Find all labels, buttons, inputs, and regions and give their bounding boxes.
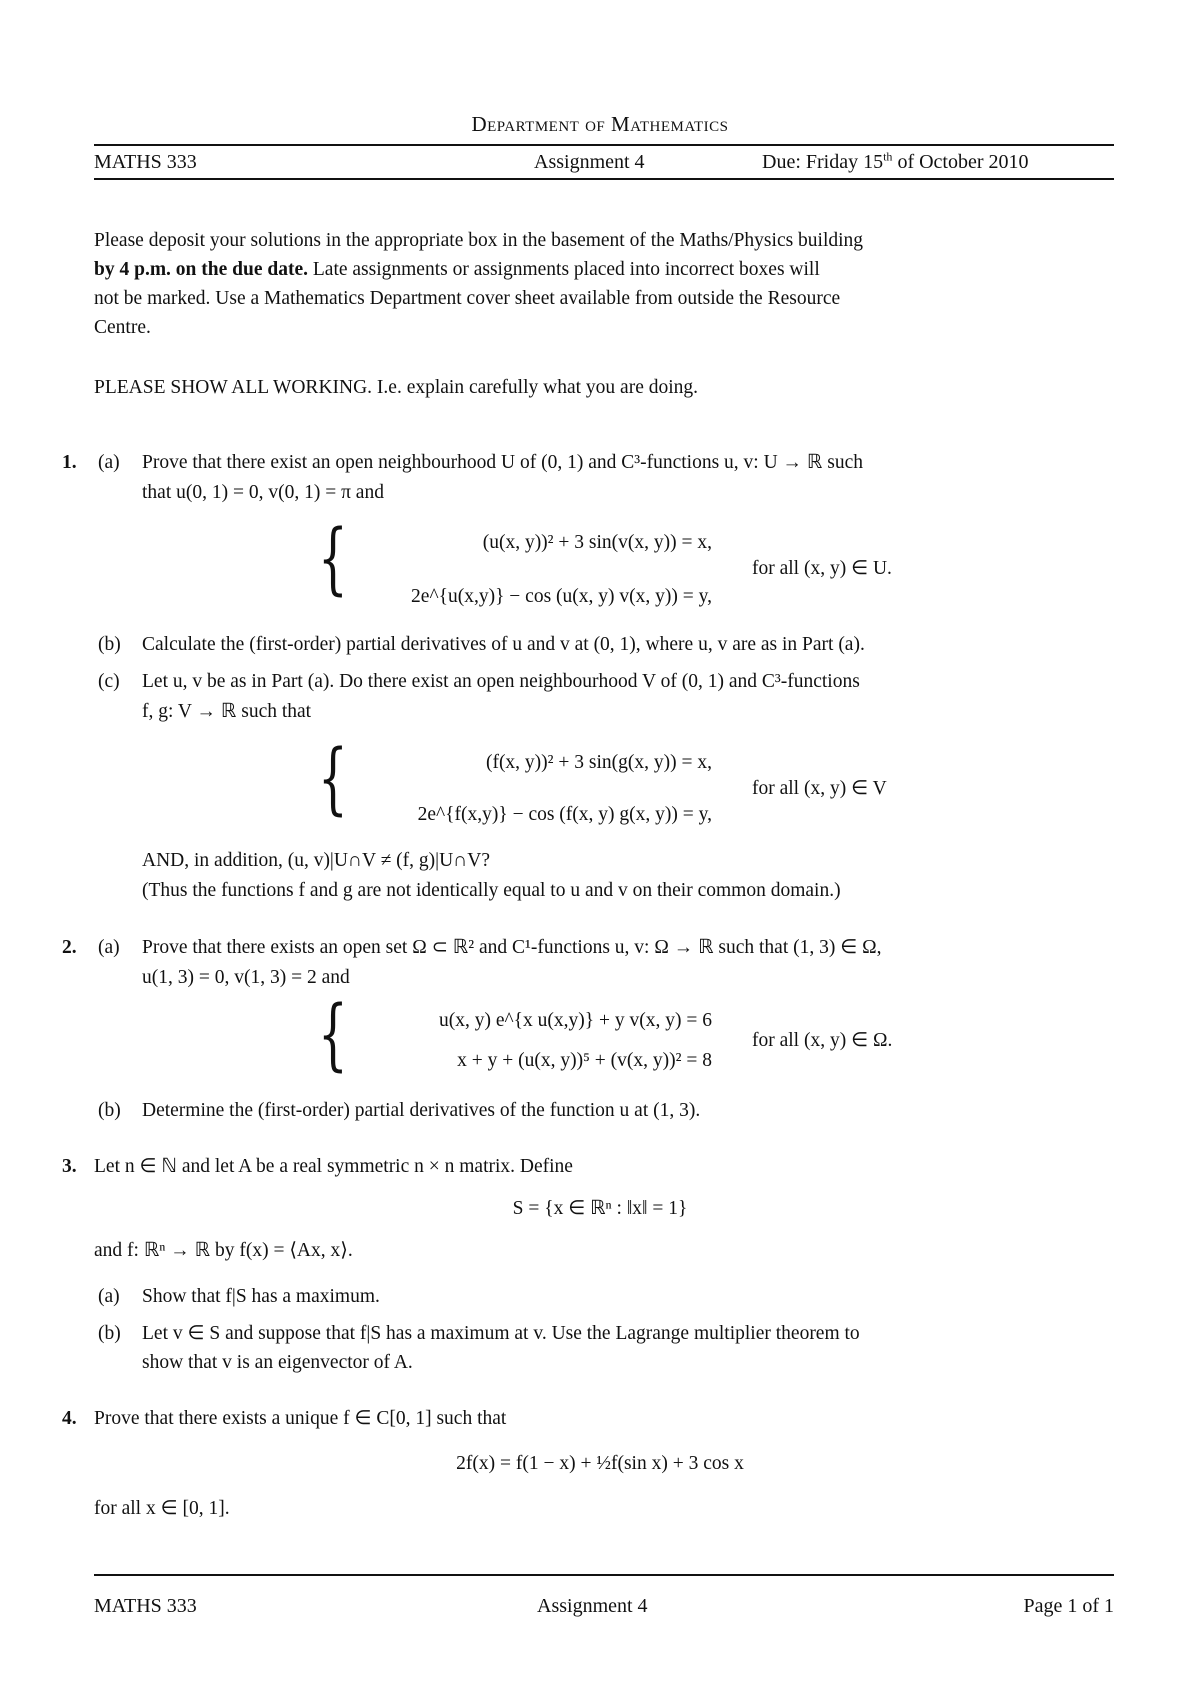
show-working-note: PLEASE SHOW ALL WORKING. I.e. explain carefully what you are doing.: [94, 377, 699, 398]
q1c-line-1: Let u, v be as in Part (a). Do there exist an open neighbourhood V of (0, 1) and C³-functions: [142, 671, 860, 692]
header-assignment: Assignment 4: [534, 151, 645, 173]
q4-line-1: Prove that there exists a unique f ∈ C[0, 1] such that: [94, 1408, 507, 1429]
q3b-line-1: Let v ∈ S and suppose that f|S has a maximum at v. Use the Lagrange multiplier theorem to: [142, 1323, 860, 1344]
q3a-text: Show that f|S has a maximum.: [142, 1286, 380, 1307]
q3-line-1: Let n ∈ ℕ and let A be a real symmetric n × n matrix. Define: [94, 1156, 573, 1177]
q2a-line-1: Prove that there exists an open set Ω ⊂ ℝ² and C¹-functions u, v: Ω → ℝ such that (1, 3) ∈ Ω,: [142, 937, 882, 958]
q1a-line-2: that u(0, 1) = 0, v(0, 1) = π and: [142, 482, 384, 503]
q2a-system-brace: {: [318, 990, 348, 1080]
q1c-label: (c): [98, 671, 120, 692]
department-title: Department of Mathematics: [471, 112, 729, 136]
q1c-equation-1: (f(x, y))² + 3 sin(g(x, y)) = x,: [485, 752, 712, 773]
q2a-line-2: u(1, 3) = 0, v(1, 3) = 2 and: [142, 967, 350, 988]
q2-number: 2.: [62, 937, 77, 958]
q1a-line-1: Prove that there exist an open neighbourhood U of (0, 1) and C³-functions u, v: U → ℝ such: [142, 452, 863, 473]
q1a-label: (a): [98, 452, 120, 473]
intro-line-3: not be marked. Use a Mathematics Department cover sheet available from outside the Resource: [94, 288, 841, 309]
q1c-domain-condition: for all (x, y) ∈ V: [752, 778, 887, 799]
q1a-system-brace: {: [318, 514, 348, 604]
q1-number: 1.: [62, 452, 77, 473]
q3b-line-2: show that v is an eigenvector of A.: [142, 1352, 413, 1373]
footer-course: MATHS 333: [94, 1595, 197, 1617]
q4-functional-equation: 2f(x) = f(1 − x) + ½f(sin x) + 3 cos x: [456, 1453, 744, 1474]
header-top-rule: [94, 144, 1114, 146]
q1c-system-brace: {: [318, 734, 348, 824]
header-course: MATHS 333: [94, 151, 197, 173]
q3-number: 3.: [62, 1156, 77, 1177]
q2a-domain-condition: for all (x, y) ∈ Ω.: [752, 1030, 893, 1051]
intro-line-2: by 4 p.m. on the due date. Late assignments or assignments placed into incorrect boxes will: [94, 259, 820, 280]
q1b-label: (b): [98, 634, 121, 655]
q4-line-2: for all x ∈ [0, 1].: [94, 1498, 230, 1519]
q1a-equation-2: 2e^{u(x,y)} − cos (u(x, y) v(x, y)) = y,: [411, 586, 712, 607]
footer-rule: [94, 1574, 1114, 1576]
footer-page-number: Page 1 of 1: [1023, 1595, 1114, 1617]
q3a-label: (a): [98, 1286, 120, 1307]
q1c-equation-2: 2e^{f(x,y)} − cos (f(x, y) g(x, y)) = y,: [417, 804, 712, 825]
header-bottom-rule: [94, 178, 1114, 180]
q4-number: 4.: [62, 1408, 77, 1429]
intro-line-1: Please deposit your solutions in the appropriate box in the basement of the Maths/Physics building: [94, 230, 864, 251]
q1c-line-4: (Thus the functions f and g are not identically equal to u and v on their common domain.): [142, 880, 841, 901]
q3b-label: (b): [98, 1323, 121, 1344]
q1a-equation-1: (u(x, y))² + 3 sin(v(x, y)) = x,: [482, 532, 712, 553]
q2a-label: (a): [98, 937, 120, 958]
q2a-equation-2: x + y + (u(x, y))⁵ + (v(x, y))² = 8: [457, 1050, 712, 1071]
footer-assignment: Assignment 4: [537, 1595, 648, 1617]
q2b-label: (b): [98, 1100, 121, 1121]
intro-line-4: Centre.: [94, 317, 151, 338]
q1c-line-3: AND, in addition, (u, v)|U∩V ≠ (f, g)|U∩V?: [142, 850, 490, 871]
header-due-date: Due: Friday 15th of October 2010: [762, 149, 1029, 173]
q2a-equation-1: u(x, y) e^{x u(x,y)} + y v(x, y) = 6: [439, 1010, 712, 1031]
q1c-line-2: f, g: V → ℝ such that: [142, 701, 312, 722]
q1b-text: Calculate the (first-order) partial derivatives of u and v at (0, 1), where u, v are as in Part (a).: [142, 634, 865, 655]
q3-line-2: and f: ℝⁿ → ℝ by f(x) = ⟨Ax, x⟩.: [94, 1240, 353, 1261]
q3-set-definition: S = {x ∈ ℝⁿ : ‖x‖ = 1}: [512, 1198, 688, 1219]
q1a-domain-condition: for all (x, y) ∈ U.: [752, 558, 892, 579]
q2b-text: Determine the (first-order) partial derivatives of the function u at (1, 3).: [142, 1100, 701, 1121]
